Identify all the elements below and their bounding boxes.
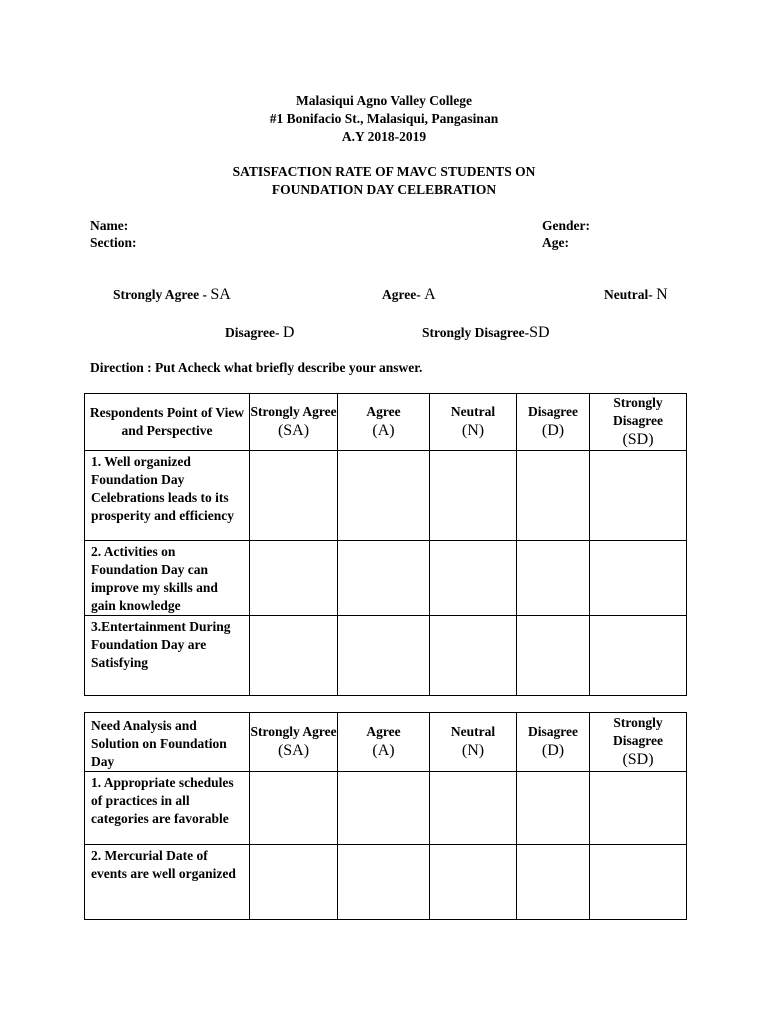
answer-cell-d[interactable]: [517, 541, 590, 616]
column-agree: [338, 394, 430, 451]
table-heading: Respondents Point of View and Perspective: [85, 394, 250, 451]
column-label: Disagree: [528, 724, 578, 739]
gender-field-label: Gender:: [542, 218, 590, 233]
answer-cell-sa[interactable]: [250, 772, 338, 845]
name-field-label: Name:: [90, 218, 129, 233]
legend-d-code: D: [282, 324, 295, 341]
statement-cell: 2. Activities on Foundation Day can improve my skills and gain knowledge: [85, 541, 250, 616]
column-label: Agree: [366, 724, 401, 739]
column-abbr: (A): [372, 422, 395, 439]
table-row: [85, 772, 687, 845]
table-row: [85, 451, 687, 541]
column-agree: [338, 713, 430, 772]
legend-agree: [382, 286, 436, 304]
legend-strongly-agree: [113, 286, 231, 304]
answer-cell-a[interactable]: [338, 845, 430, 920]
survey-title-line2: FOUNDATION DAY CELEBRATION: [271, 182, 497, 197]
table-heading: Need Analysis and Solution on Foundation Day: [85, 713, 250, 772]
table-header-row: [85, 713, 687, 772]
legend-a-code: A: [424, 286, 436, 303]
table-row: [85, 616, 687, 696]
column-abbr: (SA): [277, 742, 310, 759]
legend-sd-label: Strongly Disagree-: [422, 325, 530, 340]
column-label: Strongly Disagree: [613, 715, 663, 748]
column-neutral: [430, 713, 517, 772]
direction-text: Direction : Put Acheck what briefly describe your answer.: [90, 360, 423, 375]
college-address: #1 Bonifacio St., Malasiqui, Pangasinan: [269, 111, 499, 126]
legend-sd-code: SD: [529, 324, 550, 341]
column-abbr: (D): [541, 422, 565, 439]
answer-cell-n[interactable]: [430, 772, 517, 845]
column-label: Strongly Agree: [250, 724, 337, 739]
survey-title-line1: SATISFACTION RATE OF MAVC STUDENTS ON: [232, 164, 536, 179]
answer-cell-a[interactable]: [338, 616, 430, 696]
column-label: Strongly Disagree: [613, 395, 663, 428]
legend-a-label: Agree-: [382, 287, 425, 302]
legend-strongly-disagree: [422, 324, 550, 342]
column-strongly-agree: [250, 713, 338, 772]
answer-cell-d[interactable]: [517, 451, 590, 541]
column-abbr: (SD): [622, 751, 654, 768]
legend-neutral: [604, 286, 668, 304]
answer-cell-sd[interactable]: [590, 541, 687, 616]
survey-table-respondents: [84, 393, 687, 696]
answer-cell-a[interactable]: [338, 772, 430, 845]
legend-disagree: [225, 324, 294, 342]
answer-cell-d[interactable]: [517, 616, 590, 696]
column-strongly-disagree: [590, 394, 687, 451]
legend-sa-label: Strongly Agree -: [113, 287, 211, 302]
table-header-row: [85, 394, 687, 451]
answer-cell-n[interactable]: [430, 541, 517, 616]
answer-cell-d[interactable]: [517, 772, 590, 845]
table-row: [85, 845, 687, 920]
college-name: Malasiqui Agno Valley College: [296, 93, 472, 108]
column-label: Strongly Agree: [250, 404, 337, 419]
column-label: Neutral: [450, 404, 496, 419]
answer-cell-sd[interactable]: [590, 451, 687, 541]
answer-cell-a[interactable]: [338, 451, 430, 541]
answer-cell-sd[interactable]: [590, 772, 687, 845]
column-abbr: (A): [372, 742, 395, 759]
legend-n-label: Neutral-: [604, 287, 657, 302]
column-label: Agree: [366, 404, 401, 419]
academic-year: A.Y 2018-2019: [341, 129, 427, 144]
answer-cell-sa[interactable]: [250, 616, 338, 696]
answer-cell-sa[interactable]: [250, 541, 338, 616]
column-abbr: (SA): [277, 422, 310, 439]
answer-cell-n[interactable]: [430, 451, 517, 541]
column-abbr: (D): [541, 742, 565, 759]
answer-cell-d[interactable]: [517, 845, 590, 920]
column-label: Neutral: [450, 724, 496, 739]
statement-cell: 1. Well organized Foundation Day Celebrations leads to its prosperity and efficiency: [85, 451, 250, 541]
age-field-label: Age:: [542, 235, 569, 250]
answer-cell-n[interactable]: [430, 616, 517, 696]
column-label: Disagree: [528, 404, 578, 419]
statement-cell: 1. Appropriate schedules of practices in all categories are favorable: [85, 772, 250, 845]
column-disagree: [517, 713, 590, 772]
legend-d-label: Disagree-: [225, 325, 283, 340]
answer-cell-a[interactable]: [338, 541, 430, 616]
section-field-label: Section:: [90, 235, 137, 250]
legend-sa-code: SA: [210, 286, 231, 303]
statement-cell: 3.Entertainment During Foundation Day are Satisfying: [85, 616, 250, 696]
statement-cell: 2. Mercurial Date of events are well organized: [85, 845, 250, 920]
answer-cell-sa[interactable]: [250, 451, 338, 541]
column-neutral: [430, 394, 517, 451]
survey-table-needs-analysis: [84, 712, 687, 920]
column-abbr: (N): [461, 422, 485, 439]
answer-cell-n[interactable]: [430, 845, 517, 920]
answer-cell-sa[interactable]: [250, 845, 338, 920]
column-abbr: (N): [461, 742, 485, 759]
column-strongly-agree: [250, 394, 338, 451]
column-strongly-disagree: [590, 713, 687, 772]
answer-cell-sd[interactable]: [590, 845, 687, 920]
column-disagree: [517, 394, 590, 451]
column-abbr: (SD): [622, 431, 654, 448]
answer-cell-sd[interactable]: [590, 616, 687, 696]
table-row: [85, 541, 687, 616]
legend-n-code: N: [656, 286, 668, 303]
